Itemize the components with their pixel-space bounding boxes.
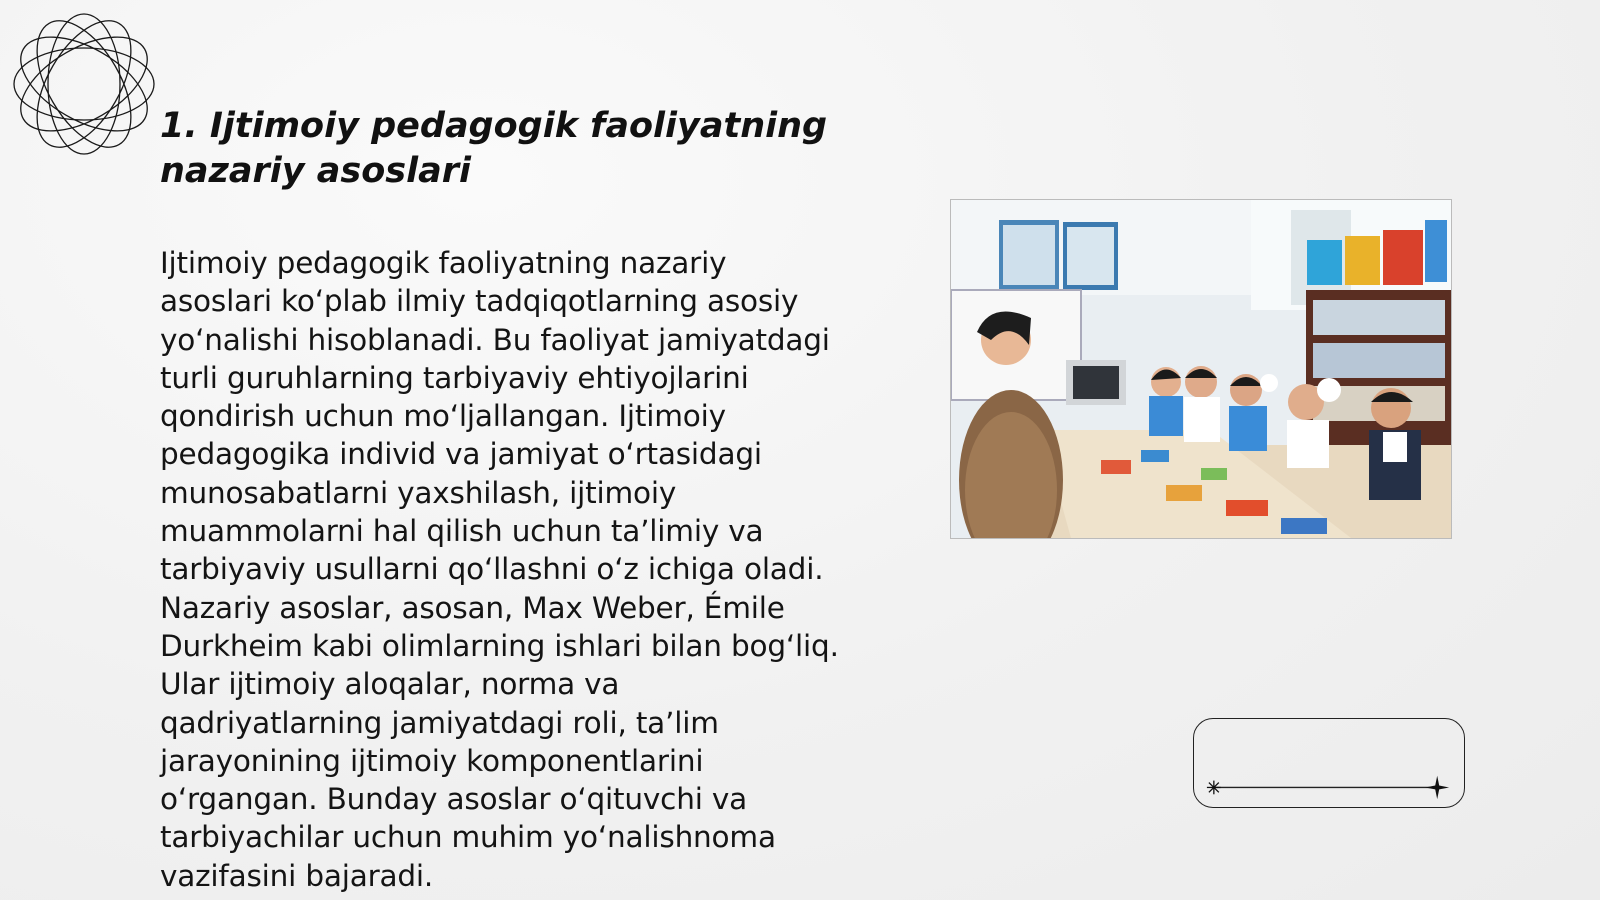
four-point-star-icon (1425, 776, 1449, 799)
decorative-frame (1193, 718, 1465, 808)
orbital-rings-icon (10, 10, 158, 158)
sparkle-icon (1207, 781, 1221, 795)
body-paragraph: Ijtimoiy pedagogik faoliyatning nazariy asoslari ko‘plab ilmiy tadqiqotlarning asosiy yo‘nalishi hisoblanadi. Bu faoliyat jamiyatdagi turli guruhlarning tarbiyaviy ehtiyojlarini qondirish uchun mo‘ljallangan. Ijtimoiy pedagogika individ va jamiyat o‘rtasidagi munosabatlarni yaxshilash, ijtimoiy muammolarni hal qilish uchun ta’limiy va tarbiyaviy usullarni qo‘llashni o‘z ichiga oladi. Nazariy asoslar, asosan, Max Weber, Émile Durkheim kabi olimlarning ishlari bilan bog‘liq. Ular ijtimoiy aloqalar, norma va qadriyatlarning jamiyatdagi roli, ta’lim jarayonining ijtimoiy komponentlarini o‘rgangan. Bunday asoslar o‘qituvchi va tarbiyachilar uchun muhim yo‘nalishnoma vazifasini bajaradi. (160, 246, 839, 893)
slide-title: 1. Ijtimoiy pedagogik faoliyatning nazariy asoslari (160, 106, 828, 191)
classroom-photo (950, 199, 1452, 539)
